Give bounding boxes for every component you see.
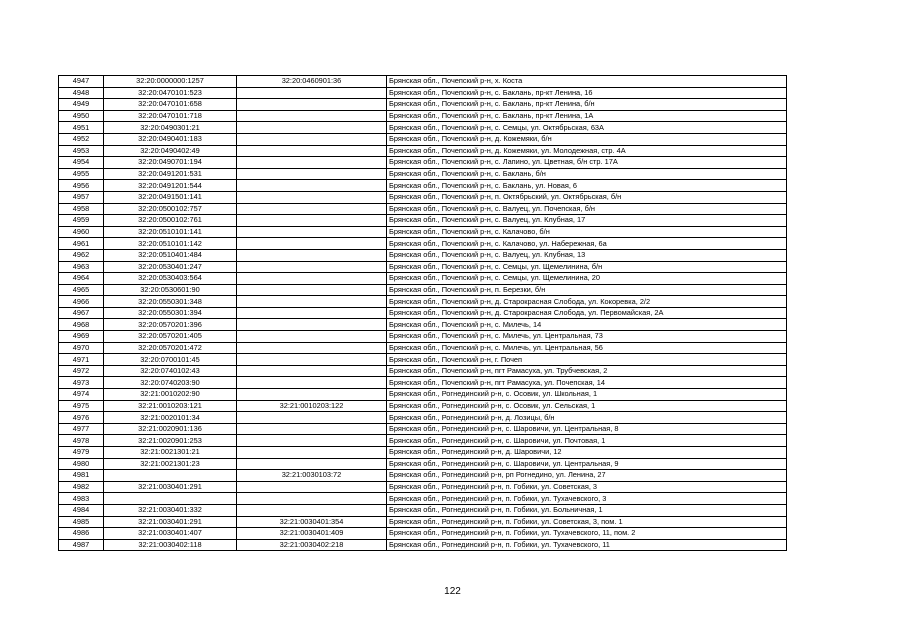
address-cell: Брянская обл., Рогнединский р-н, с. Шаровичи, ул. Почтовая, 1 [387,435,787,447]
cadastral-number-cell: 32:20:0740203:90 [104,377,237,389]
cadastral-number-cell: 32:20:0490701:194 [104,157,237,169]
parent-cadastral-number-cell [237,423,387,435]
row-number-cell: 4963 [59,261,104,273]
cadastral-number-cell: 32:20:0530401:247 [104,261,237,273]
cadastral-number-cell: 32:21:0030401:332 [104,504,237,516]
cadastral-number-cell: 32:20:0490301:21 [104,122,237,134]
parent-cadastral-number-cell [237,319,387,331]
row-number-cell: 4977 [59,423,104,435]
cadastral-number-cell: 32:20:0530403:564 [104,273,237,285]
parent-cadastral-number-cell [237,203,387,215]
table-row [59,226,787,238]
table-row [59,191,787,203]
row-number-cell: 4970 [59,342,104,354]
table-row [59,122,787,134]
row-number-cell: 4973 [59,377,104,389]
cadastral-number-cell: 32:20:0510401:484 [104,249,237,261]
row-number-cell: 4976 [59,412,104,424]
parent-cadastral-number-cell: 32:21:0030401:409 [237,528,387,540]
table-row [59,412,787,424]
row-number-cell: 4986 [59,528,104,540]
cadastral-number-cell: 32:20:0700101:45 [104,354,237,366]
cadastral-number-cell: 32:20:0570201:396 [104,319,237,331]
table-row [59,180,787,192]
address-cell: Брянская обл., Рогнединский р-н, д. Шаровичи, 12 [387,447,787,459]
address-cell: Брянская обл., Рогнединский р-н, с. Шаровичи, ул. Центральная, 9 [387,458,787,470]
address-cell: Брянская обл., Рогнединский р-н, с. Шаровичи, ул. Центральная, 8 [387,423,787,435]
cadastral-number-cell: 32:21:0030401:407 [104,528,237,540]
table-row [59,389,787,401]
cadastral-number-cell: 32:21:0020901:136 [104,423,237,435]
row-number-cell: 4983 [59,493,104,505]
row-number-cell: 4967 [59,307,104,319]
cadastral-number-cell: 32:21:0030401:291 [104,481,237,493]
table-row [59,284,787,296]
parent-cadastral-number-cell [237,389,387,401]
address-cell: Брянская обл., Почепский р-н, с. Баклань, пр-кт Ленина, 1А [387,110,787,122]
address-cell: Брянская обл., Почепский р-н, пгт Рамасуха, ул. Трубчевская, 2 [387,365,787,377]
parent-cadastral-number-cell [237,110,387,122]
table-row [59,400,787,412]
parent-cadastral-number-cell: 32:21:0030402:218 [237,539,387,551]
table-row [59,528,787,540]
address-cell: Брянская обл., Почепский р-н, с. Семцы, ул. Щемелинина, 20 [387,273,787,285]
row-number-cell: 4951 [59,122,104,134]
parent-cadastral-number-cell: 32:21:0030103:72 [237,470,387,482]
table-row [59,110,787,122]
cadastral-number-cell: 32:20:0491501:141 [104,191,237,203]
address-cell: Брянская обл., Почепский р-н, с. Милечь, ул. Центральная, 56 [387,342,787,354]
address-cell: Брянская обл., Почепский р-н, с. Калачово, ул. Набережная, 6а [387,238,787,250]
cadastral-number-cell: 32:20:0740102:43 [104,365,237,377]
address-cell: Брянская обл., Почепский р-н, д. Кожемяки, б/н [387,133,787,145]
address-cell: Брянская обл., Рогнединский р-н, п. Гобики, ул. Больничная, 1 [387,504,787,516]
table-row [59,238,787,250]
row-number-cell: 4978 [59,435,104,447]
row-number-cell: 4962 [59,249,104,261]
parent-cadastral-number-cell [237,493,387,505]
row-number-cell: 4964 [59,273,104,285]
address-cell: Брянская обл., Рогнединский р-н, п. Гобики, ул. Тухачевского, 3 [387,493,787,505]
row-number-cell: 4957 [59,191,104,203]
cadastral-number-cell: 32:21:0010202:90 [104,389,237,401]
parent-cadastral-number-cell [237,481,387,493]
parent-cadastral-number-cell: 32:20:0460901:36 [237,76,387,88]
address-cell: Брянская обл., Рогнединский р-н, п. Гобики, ул. Советская, 3 [387,481,787,493]
table-row [59,331,787,343]
row-number-cell: 4965 [59,284,104,296]
cadastral-number-cell: 32:20:0550301:348 [104,296,237,308]
cadastral-number-cell: 32:20:0470101:658 [104,99,237,111]
address-cell: Брянская обл., Почепский р-н, с. Милечь, 14 [387,319,787,331]
table-row [59,516,787,528]
cadastral-number-cell: 32:21:0030401:291 [104,516,237,528]
table-row [59,203,787,215]
table-row [59,435,787,447]
row-number-cell: 4985 [59,516,104,528]
row-number-cell: 4952 [59,133,104,145]
cadastral-number-cell: 32:21:0030402:118 [104,539,237,551]
table-row [59,423,787,435]
cadastral-number-cell: 32:20:0500102:761 [104,215,237,227]
cadastral-number-cell: 32:20:0000000:1257 [104,76,237,88]
cadastral-number-cell: 32:20:0510101:141 [104,226,237,238]
row-number-cell: 4987 [59,539,104,551]
parent-cadastral-number-cell [237,238,387,250]
row-number-cell: 4966 [59,296,104,308]
table-row [59,377,787,389]
parent-cadastral-number-cell [237,215,387,227]
address-cell: Брянская обл., Почепский р-н, с. Баклань, б/н [387,168,787,180]
row-number-cell: 4956 [59,180,104,192]
cadastral-number-cell: 32:20:0491201:544 [104,180,237,192]
cadastral-number-cell: 32:20:0490401:183 [104,133,237,145]
row-number-cell: 4969 [59,331,104,343]
table-row [59,307,787,319]
address-cell: Брянская обл., Почепский р-н, п. Октябрьский, ул. Октябрьская, б/н [387,191,787,203]
table-row [59,76,787,88]
table-row [59,504,787,516]
cadastral-number-cell: 32:21:0021301:21 [104,447,237,459]
parent-cadastral-number-cell [237,99,387,111]
parent-cadastral-number-cell [237,273,387,285]
cadastral-number-cell: 32:20:0570201:472 [104,342,237,354]
row-number-cell: 4949 [59,99,104,111]
table-row [59,99,787,111]
parent-cadastral-number-cell [237,168,387,180]
parent-cadastral-number-cell [237,365,387,377]
table-row [59,249,787,261]
address-cell: Брянская обл., Почепский р-н, д. Старокрасная Слобода, ул. Первомайская, 2А [387,307,787,319]
address-cell: Брянская обл., Почепский р-н, п. Березки, б/н [387,284,787,296]
parent-cadastral-number-cell [237,296,387,308]
parent-cadastral-number-cell [237,284,387,296]
parent-cadastral-number-cell [237,331,387,343]
page-number: 122 [444,586,461,597]
parent-cadastral-number-cell [237,157,387,169]
parent-cadastral-number-cell [237,504,387,516]
parent-cadastral-number-cell [237,145,387,157]
row-number-cell: 4982 [59,481,104,493]
row-number-cell: 4980 [59,458,104,470]
row-number-cell: 4954 [59,157,104,169]
address-cell: Брянская обл., Рогнединский р-н, с. Осовик, ул. Школьная, 1 [387,389,787,401]
cadastral-number-cell: 32:20:0500102:757 [104,203,237,215]
row-number-cell: 4981 [59,470,104,482]
parent-cadastral-number-cell [237,458,387,470]
table-row [59,319,787,331]
table-row [59,342,787,354]
table-row [59,133,787,145]
row-number-cell: 4960 [59,226,104,238]
cadastral-number-cell: 32:21:0021301:23 [104,458,237,470]
table-row [59,493,787,505]
address-cell: Брянская обл., Почепский р-н, с. Семцы, ул. Щемелинина, б/н [387,261,787,273]
row-number-cell: 4975 [59,400,104,412]
address-cell: Брянская обл., Почепский р-н, с. Валуец, ул. Клубная, 17 [387,215,787,227]
parent-cadastral-number-cell [237,447,387,459]
cadastral-number-cell: 32:21:0020101:34 [104,412,237,424]
row-number-cell: 4979 [59,447,104,459]
row-number-cell: 4959 [59,215,104,227]
address-cell: Брянская обл., Почепский р-н, с. Баклань, пр-кт Ленина, 16 [387,87,787,99]
cadastral-number-cell: 32:20:0470101:718 [104,110,237,122]
cadastral-number-cell: 32:20:0491201:531 [104,168,237,180]
parent-cadastral-number-cell [237,435,387,447]
table-row [59,261,787,273]
parent-cadastral-number-cell: 32:21:0010203:122 [237,400,387,412]
parent-cadastral-number-cell [237,377,387,389]
parent-cadastral-number-cell [237,226,387,238]
parent-cadastral-number-cell [237,191,387,203]
cadastral-number-cell: 32:21:0010203:121 [104,400,237,412]
parent-cadastral-number-cell [237,412,387,424]
parent-cadastral-number-cell [237,307,387,319]
table-row [59,447,787,459]
address-cell: Брянская обл., Рогнединский р-н, д. Лозицы, б/н [387,412,787,424]
row-number-cell: 4948 [59,87,104,99]
table-row [59,481,787,493]
address-cell: Брянская обл., Почепский р-н, с. Калачово, б/н [387,226,787,238]
table-row [59,296,787,308]
parent-cadastral-number-cell [237,133,387,145]
row-number-cell: 4950 [59,110,104,122]
row-number-cell: 4984 [59,504,104,516]
cadastral-number-cell: 32:20:0490402:49 [104,145,237,157]
row-number-cell: 4953 [59,145,104,157]
cadastral-number-cell: 32:21:0020901:253 [104,435,237,447]
table-row [59,87,787,99]
registry-table-body [59,76,787,551]
address-cell: Брянская обл., Почепский р-н, с. Лапино, ул. Цветная, б/н стр. 17А [387,157,787,169]
parent-cadastral-number-cell: 32:21:0030401:354 [237,516,387,528]
parent-cadastral-number-cell [237,87,387,99]
address-cell: Брянская обл., Почепский р-н, с. Семцы, ул. Октябрьская, 63А [387,122,787,134]
row-number-cell: 4958 [59,203,104,215]
address-cell: Брянская обл., Почепский р-н, д. Старокрасная Слобода, ул. Кокоревка, 2/2 [387,296,787,308]
table-row [59,168,787,180]
table-row [59,458,787,470]
row-number-cell: 4971 [59,354,104,366]
cadastral-number-cell [104,493,237,505]
table-row [59,470,787,482]
table-row [59,539,787,551]
address-cell: Брянская обл., Почепский р-н, д. Кожемяки, ул. Молодежная, стр. 4А [387,145,787,157]
parent-cadastral-number-cell [237,261,387,273]
address-cell: Брянская обл., Рогнединский р-н, п. Гобики, ул. Советская, 3, пом. 1 [387,516,787,528]
table-row [59,273,787,285]
table-row [59,354,787,366]
address-cell: Брянская обл., Почепский р-н, х. Коста [387,76,787,88]
table-row [59,365,787,377]
parent-cadastral-number-cell [237,354,387,366]
row-number-cell: 4972 [59,365,104,377]
cadastral-number-cell [104,470,237,482]
cadastral-number-cell: 32:20:0550301:394 [104,307,237,319]
address-cell: Брянская обл., Рогнединский р-н, рп Рогнедино, ул. Ленина, 27 [387,470,787,482]
address-cell: Брянская обл., Почепский р-н, с. Милечь, ул. Центральная, 73 [387,331,787,343]
parent-cadastral-number-cell [237,180,387,192]
address-cell: Брянская обл., Почепский р-н, г. Почеп [387,354,787,366]
row-number-cell: 4955 [59,168,104,180]
row-number-cell: 4961 [59,238,104,250]
address-cell: Брянская обл., Рогнединский р-н, с. Осовик, ул. Сельская, 1 [387,400,787,412]
table-row [59,215,787,227]
registry-table [58,75,787,551]
address-cell: Брянская обл., Почепский р-н, с. Баклань, пр-кт Ленина, б/н [387,99,787,111]
cadastral-number-cell: 32:20:0470101:523 [104,87,237,99]
parent-cadastral-number-cell [237,342,387,354]
table-row [59,157,787,169]
parent-cadastral-number-cell [237,122,387,134]
address-cell: Брянская обл., Почепский р-н, пгт Рамасуха, ул. Почепская, 14 [387,377,787,389]
address-cell: Брянская обл., Рогнединский р-н, п. Гобики, ул. Тухачевского, 11, пом. 2 [387,528,787,540]
cadastral-number-cell: 32:20:0570201:405 [104,331,237,343]
address-cell: Брянская обл., Почепский р-н, с. Валуец, ул. Клубная, 13 [387,249,787,261]
parent-cadastral-number-cell [237,249,387,261]
table-row [59,145,787,157]
cadastral-number-cell: 32:20:0510101:142 [104,238,237,250]
row-number-cell: 4947 [59,76,104,88]
address-cell: Брянская обл., Почепский р-н, с. Валуец, ул. Почепская, б/н [387,203,787,215]
address-cell: Брянская обл., Почепский р-н, с. Баклань, ул. Новая, 6 [387,180,787,192]
cadastral-number-cell: 32:20:0530601:90 [104,284,237,296]
address-cell: Брянская обл., Рогнединский р-н, п. Гобики, ул. Тухачевского, 11 [387,539,787,551]
row-number-cell: 4968 [59,319,104,331]
row-number-cell: 4974 [59,389,104,401]
